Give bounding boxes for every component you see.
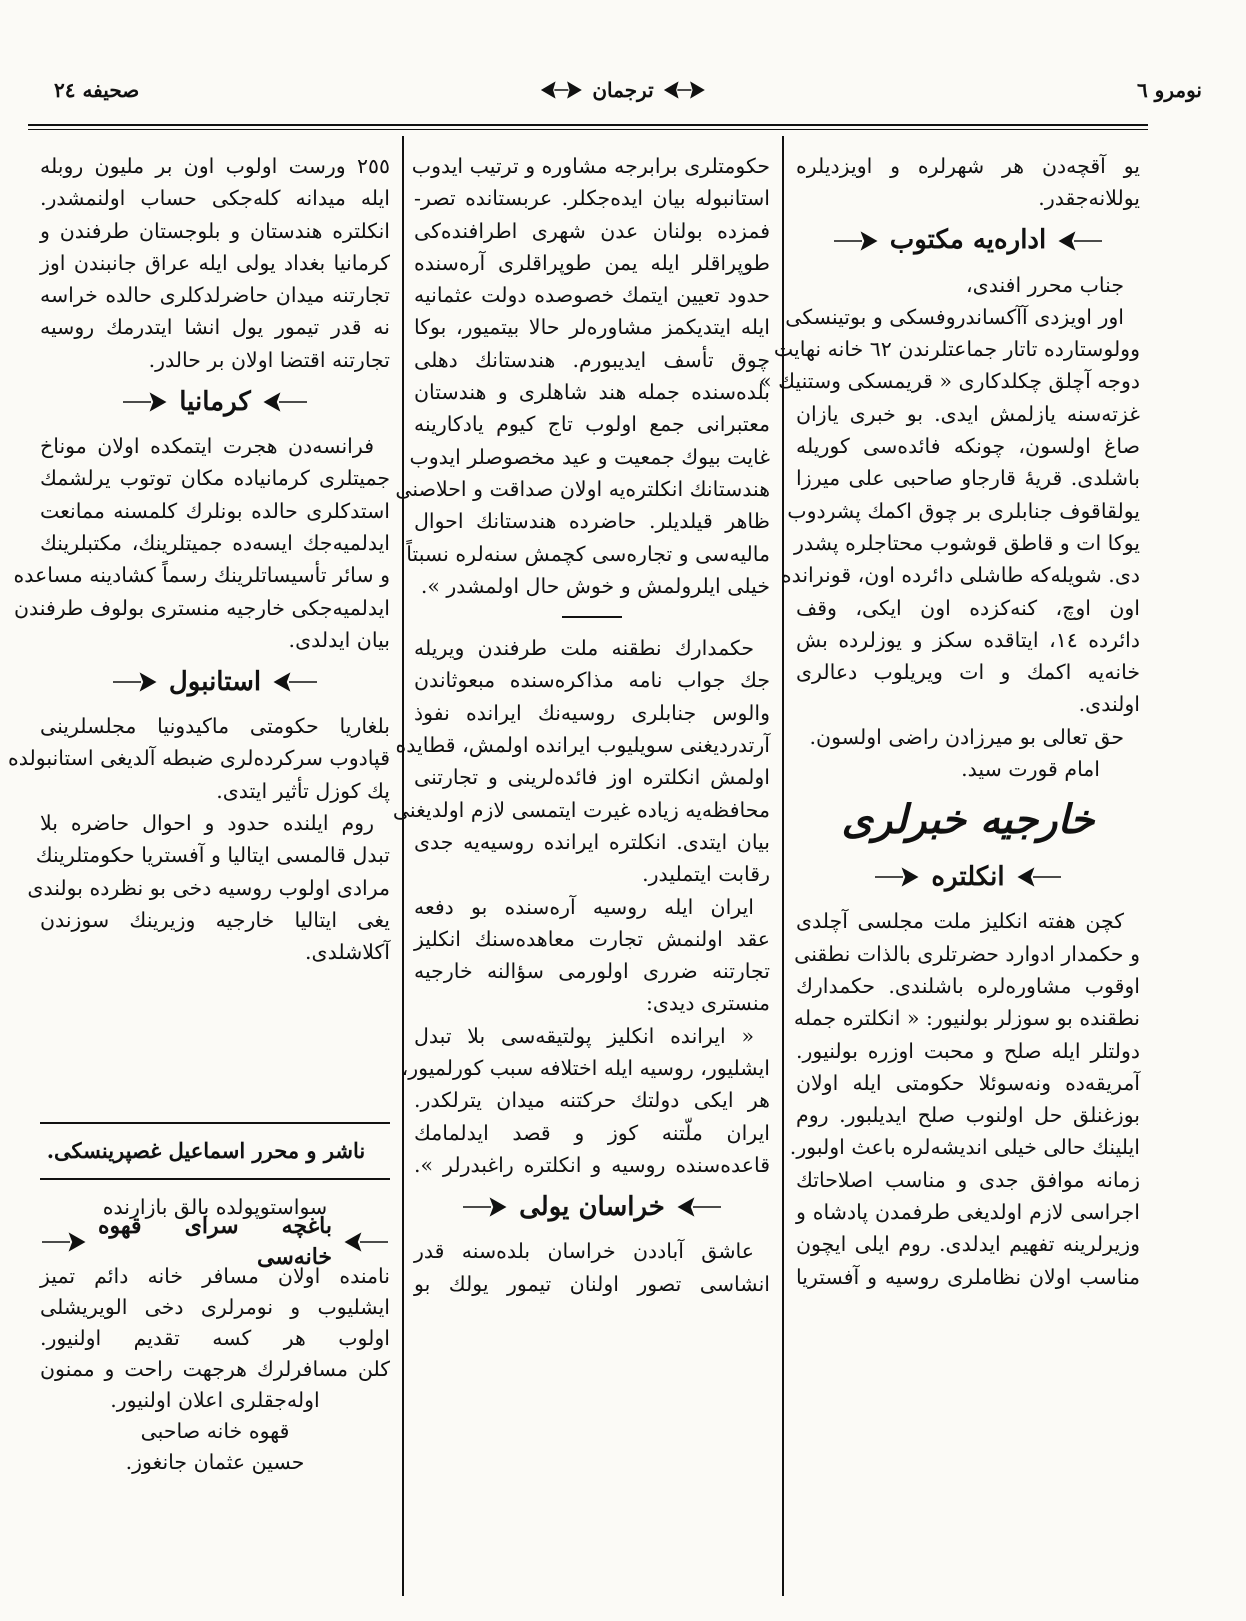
text-line: انكلتره هندستان و بلوجستان طرفندن و	[40, 218, 390, 243]
section-heading	[414, 1187, 770, 1227]
text-line: يغى ايتاليا خارجيه وزيرينك سوزندن	[40, 907, 390, 932]
text-line: اولمش انكلتره اوز فائدەلرينى و تجارتنى	[414, 765, 770, 790]
text-line: استانبوله بيان ايده‌جكلر. عربستانده تصر-	[414, 186, 770, 211]
text-line: منسترى ديدى:	[645, 991, 770, 1016]
section-heading	[796, 857, 1140, 897]
text-line: فمزده بولنان عدن شهرى اطرافنده‌كى	[414, 218, 770, 243]
text-line: ٢٥٥ ورست اولوب اون بر مليون روبله	[40, 154, 390, 178]
text-line: بيان ايتدى. انكلتره ايرانده روسيه‌يه جدى	[414, 829, 770, 854]
text-line: رقابت ايتمليدر.	[642, 862, 770, 887]
text-line: پك كوزل تأثير ايتدى.	[216, 778, 390, 803]
text-line: خانه‌يه اكمك و ات ويريلوب دعالرى	[796, 660, 1140, 685]
publisher-rule-top	[40, 1122, 390, 1124]
ornament-icon	[540, 81, 582, 99]
text-line: معتبرانى جمع اولوب تاج كيوم يادكارينه	[414, 412, 770, 437]
section-separator	[562, 616, 622, 618]
text-line: كرمانيا بغداد يولى ايله عراق جانبندن اوز	[40, 250, 390, 275]
text-line: والوس جنابلرى روسيه‌نك ايرانده نفوذ	[414, 700, 770, 725]
text-line: خيلى ايلرولمش و خوش حال اولمشدر ».	[420, 573, 770, 598]
issue-number: نومرو ٦	[1136, 78, 1202, 102]
text-line: ايلينك حالى خيلى انديشەلره باعث اولبور.	[789, 1135, 1140, 1160]
text-line: و سائر تأسيساتلرينك رسماً كشادينه مساعده	[13, 563, 390, 588]
text-line: جناب محرر افندى،	[966, 272, 1124, 297]
column-middle	[392, 150, 770, 1300]
text-line: هندستانك انكلتره‌يه اولان صداقت و احلاصنى	[395, 476, 770, 501]
text-line: غزته‌سنه يازلمش ايدى. بو خبرى يازان	[796, 401, 1140, 426]
ornament-icon	[832, 231, 878, 251]
ornament-icon	[273, 672, 319, 692]
text-line: مرادى اولوب روسيه دخى بو نظرده بولندى	[27, 875, 390, 900]
text-line: ماليه‌سى و تجارەسى كچمش سنەلره نسبتاً	[406, 541, 770, 566]
text-line: ايران ايله روسيه آرەسنده بو دفعه	[414, 894, 754, 919]
text-line: دوجه آچلق چكلدكارى « قريمسكى وستنيك »	[759, 369, 1140, 394]
text-line: عقد اولنمش تجارت معاهدەسنك انكليز	[414, 926, 770, 951]
text-line: ايله ميدانه كله‌جكى حساب اولنمشدر.	[40, 186, 390, 211]
text-line: اوقوب مشاورەلره باشلندى. حكمدارك	[796, 973, 1140, 998]
text-line: روم ايلنده حدود و احوال حاضره بلا	[40, 811, 374, 836]
page-number: صحيفه ٢٤	[54, 78, 140, 102]
text-line: تجارتنه ضررى اولورمى سؤالنه خارجيه	[414, 959, 770, 984]
text-line: وزيرلرينه تفهيم ايدلدى. روم ايلى ايچون	[796, 1232, 1140, 1257]
text-line: بلده‌سنده جمله هند شاهلرى و هندستان	[414, 380, 770, 405]
section-title-foreign-news: خارجيه خبرلرى	[841, 796, 1095, 844]
text-line: قپادوب سركردەلرى ضبطه آلديغى استانبولده	[8, 746, 390, 771]
text-line: ايران ملّتنه كوز و قصد ايدلمامك	[414, 1120, 770, 1145]
text-line: بلغاريا حكومتى ماكيدونيا مجلسلرينى	[40, 714, 390, 739]
ad-owner-title: قهوه خانه صاحبى	[140, 1419, 290, 1443]
ornament-icon	[1017, 867, 1063, 887]
ornament-icon	[677, 1197, 723, 1217]
section-heading	[40, 662, 390, 702]
ornament-icon	[121, 392, 167, 412]
publisher-rule-bottom	[40, 1178, 390, 1180]
ornament-icon	[873, 867, 919, 887]
text-line: نه قدر تيمور يول انشا ايتدرمك روسيه	[40, 315, 390, 340]
text-line: ايله ايتديكمز مشاورەلر حالا بيتميور، بوكا	[414, 315, 770, 340]
text-line: دائرده ١٤، ايتاقده سكز و يوزلرده بش	[796, 627, 1140, 652]
text-line: يولقاقوف جنابلرى بر چوق اكمك پشردوب	[787, 498, 1140, 523]
ornament-icon	[344, 1232, 390, 1252]
text-line: ايدلميه‌جكى خارجيه منسترى بولوف طرفندن	[13, 595, 390, 620]
text-line: انشاسى تصور اولنان تيمور يولك بو	[414, 1271, 770, 1296]
ad-line: اوله‌جقلرى اعلان اولنيور.	[110, 1388, 320, 1412]
text-line: ظاهر قيلديلر. حاضرده هندستانك احوال	[414, 509, 770, 534]
text-line: دولتلر ايله صلح و محبت اوزره بولنيور.	[796, 1038, 1140, 1063]
heading-kermania: كرمانيا	[179, 386, 251, 417]
text-line: اور اويزدى آآكساندروفسكى و بوتينسكى	[785, 304, 1124, 329]
ornament-icon	[263, 392, 309, 412]
section-heading	[40, 382, 390, 422]
text-line: محافظه‌يه زياده غيرت ايتمسى لازم اولديغنى	[392, 797, 770, 822]
ad-owner-name: حسين عثمان جانغوز.	[125, 1450, 305, 1474]
text-line: آرتدرديغنى سويليوب ايرانده اولمش، قطايده	[395, 733, 770, 758]
publisher-line: ناشر و محرر اسماعيل غصپرينسكى.	[46, 1138, 366, 1163]
ad-line: ايشليوب و نومرلرى دخى الويريشلى	[40, 1295, 390, 1319]
text-line: عاشق آباددن خراسان بلده‌سنه قدر	[414, 1239, 754, 1264]
ornament-icon	[40, 1232, 86, 1252]
heading-khorasan-road: خراسان يولى	[519, 1192, 665, 1223]
text-line: اجراسى لازم اولديغى طرفمدن پادشاه و	[796, 1200, 1140, 1225]
text-line: بيان ايدلدى.	[288, 627, 390, 652]
text-line: يوكا ات و قاطق قوشوب محتاجلره پشدر	[793, 530, 1140, 555]
ornament-icon	[111, 672, 157, 692]
advertisement	[40, 1192, 390, 1478]
text-line: وولوستارده تاتار جماعتلرندن ٦٢ خانه نهايت	[773, 337, 1140, 362]
masthead	[540, 78, 705, 102]
ad-heading	[40, 1213, 390, 1270]
text-line: « ايرانده انكليز پولتيقه‌سى بلا تبدل	[414, 1023, 754, 1048]
text-line: يو آقچەدن هر شهرلره و اويزديلره	[796, 154, 1140, 178]
text-line: فرانسەدن هجرت ايتمكده اولان موناخ	[40, 434, 374, 459]
ad-line: سواستوپولده بالق بازارنده	[102, 1195, 328, 1219]
ad-line: اولوب هر كسه تقديم اولنيور.	[40, 1326, 390, 1350]
text-line: بوزغنلق حل اولنوب صلح ايديلبور. روم	[796, 1103, 1140, 1128]
column-right	[759, 150, 1140, 1293]
ornament-icon	[461, 1197, 507, 1217]
text-line: نطقنده بو سوزلر بولنيور: « انكلتره جمله	[793, 1006, 1140, 1031]
text-line: آكلاشلدى.	[305, 940, 390, 965]
signature-line: امام قورت سيد.	[961, 757, 1100, 782]
ornament-icon	[664, 81, 706, 99]
text-line: كچن هفته انكليز ملت مجلسى آچلدى	[796, 909, 1124, 934]
text-line: باشلدى. قريۀ قارجاو صاحبى على ميرزا	[796, 466, 1140, 491]
ad-line: كلن مسافرلرك هرجهت راحت و ممنون	[40, 1357, 390, 1381]
header-rule	[28, 124, 1148, 126]
text-line: و حكمدار ادوارد حضرتلرى بالذات نطقنى	[794, 941, 1140, 966]
text-line: اولندى.	[1078, 692, 1140, 717]
text-line: استدكلرى حالده بونلرك كلمسنه ممانعت	[40, 498, 390, 523]
text-line: چوق تأسف ايديبورم. هندستانك دهلى	[414, 347, 770, 372]
text-line: زمانه موافق جدى و مناسب اصلاحاتك	[796, 1167, 1140, 1192]
ad-line: نامنده اولان مسافر خانه دائم تميز	[40, 1264, 390, 1288]
text-line: حكمدارك نطقنه ملت طرفندن ويريله	[414, 636, 754, 661]
heading-england: انكلتره	[931, 862, 1005, 893]
text-line: حق تعالى بو ميرزادن راضى اولسون.	[809, 724, 1124, 749]
heading-letter: ادارەیه مكتوب	[889, 225, 1047, 256]
heading-istanbul: استانبول	[168, 667, 262, 697]
text-line: هر ايكى دولتك حركتنه ميدان يترلكدر.	[414, 1088, 770, 1113]
section-heading	[796, 221, 1140, 261]
text-line: طوپراقلر ايله يمن طوپراقلرى آرەسنده	[414, 250, 770, 275]
text-line: يوللانه‌جقدر.	[1038, 186, 1140, 211]
ad-title: باغچه سراى قهوه خانه‌سى	[98, 1213, 332, 1270]
text-line: ايدلميه‌جك ايسه‌ده جميتلرينك، مكتبلرينك	[40, 530, 390, 555]
text-line: حكومتلرى برابرجه مشاوره و ترتيب ايدوب	[411, 154, 770, 178]
text-line: صاغ اولسون، چونكه فائدەسى كوريله	[796, 434, 1140, 459]
text-line: آمريقه‌ده ونه‌سوئلا حكومتى ايله اولان	[796, 1070, 1140, 1095]
text-line: مناسب اولان نظاملرى روسيه و آفستريا	[796, 1264, 1140, 1289]
text-line: تجارتنه اقتضا اولان بر حالدر.	[148, 347, 390, 372]
column-divider	[402, 136, 404, 1596]
ornament-icon	[1058, 231, 1104, 251]
text-line: جميتلرى كرمانياده مكان توتوب يرلشمك	[40, 466, 390, 491]
masthead-title: ترجمان	[592, 78, 654, 102]
text-line: قاعدەسنده روسيه و انكلتره راغبدرلر ».	[414, 1152, 770, 1177]
header-rule-thin	[28, 129, 1148, 130]
text-line: تجارتنه ميدان حاضرلدكلرى حالده خراسه	[40, 283, 390, 308]
text-line: دى. شويلەكه طاشلى دائرده اون، قونرانده	[780, 563, 1140, 588]
text-line: ايشليور، روسيه ايله اختلافه سبب كورلميور،	[401, 1056, 770, 1081]
page-header	[24, 72, 1222, 112]
text-line: اون اوچ، كنه‌كزده اون ايكى، وقف	[796, 595, 1140, 620]
text-line: تبدل قالمسى ايتاليا و آفستريا حكومتلرينك	[35, 843, 390, 868]
text-line: حدود تعيين ايتمك خصوصده دولت عثمانيه	[414, 283, 770, 308]
text-line: غايت بيوك جمعيت و عيد مخصوصلر ايدوب	[409, 444, 770, 469]
column-left	[8, 150, 390, 969]
text-line: جك جواب نامه مذاكرەسنده مبعوثاندن	[414, 668, 770, 693]
